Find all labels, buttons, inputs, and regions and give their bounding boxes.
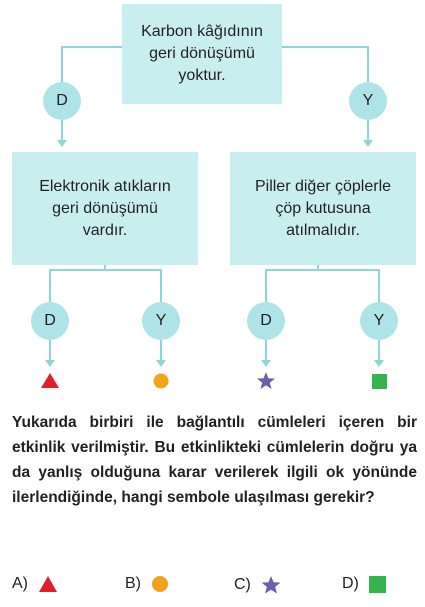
option-d[interactable] xyxy=(342,575,386,593)
option-b[interactable] xyxy=(125,575,169,593)
node-false: Y xyxy=(349,82,387,120)
option-c[interactable] xyxy=(234,575,281,594)
square-icon xyxy=(369,576,386,593)
option-label: C) xyxy=(234,575,251,593)
arrowhead xyxy=(374,360,384,367)
statement-right-box: Piller diğer çöplerle çöp kutusuna atılmalıdır. xyxy=(230,152,416,265)
option-a[interactable] xyxy=(12,575,58,593)
arrowhead xyxy=(156,360,166,367)
arrowhead xyxy=(45,360,55,367)
outcome-circle-icon xyxy=(154,374,169,389)
triangle-icon xyxy=(38,575,58,593)
node-false: Y xyxy=(360,302,398,340)
option-label: B) xyxy=(125,575,141,592)
statement-left-box: Elektronik atıkların geri dönüşümü vardır. xyxy=(12,152,198,265)
connector-top-right xyxy=(282,47,368,82)
answer-options xyxy=(12,575,422,605)
outcome-star-icon xyxy=(257,372,275,389)
option-label: A) xyxy=(12,575,28,592)
circle-icon xyxy=(151,575,169,593)
connector-left-split xyxy=(50,265,105,302)
arrowhead xyxy=(57,140,67,147)
node-false: Y xyxy=(142,302,180,340)
statement-top-box: Karbon kâğıdının geri dönüşümü yoktur. xyxy=(122,4,282,104)
arrowhead xyxy=(261,360,271,367)
connector-right-split-y xyxy=(318,270,379,302)
outcome-triangle-icon xyxy=(41,373,59,388)
arrowhead xyxy=(363,140,373,147)
star-icon xyxy=(261,575,281,594)
node-true: D xyxy=(247,302,285,340)
connector-top-left xyxy=(62,47,122,82)
node-true: D xyxy=(31,302,69,340)
option-label: D) xyxy=(342,575,359,592)
connector-left-split-y xyxy=(105,270,161,302)
connector-right-split xyxy=(266,265,318,302)
node-true: D xyxy=(43,82,81,120)
question-text: Yukarıda birbiri ile bağlantılı cümleleri içeren bir etkinlik verilmiştir. Bu etkinlikteki cümlelerin doğru ya da yanlış olduğuna karar verilerek ilgili ok yönünde ilerlendiğinde, hangi sembole ulaşılması gerekir? xyxy=(12,414,417,506)
outcome-square-icon xyxy=(372,374,387,389)
